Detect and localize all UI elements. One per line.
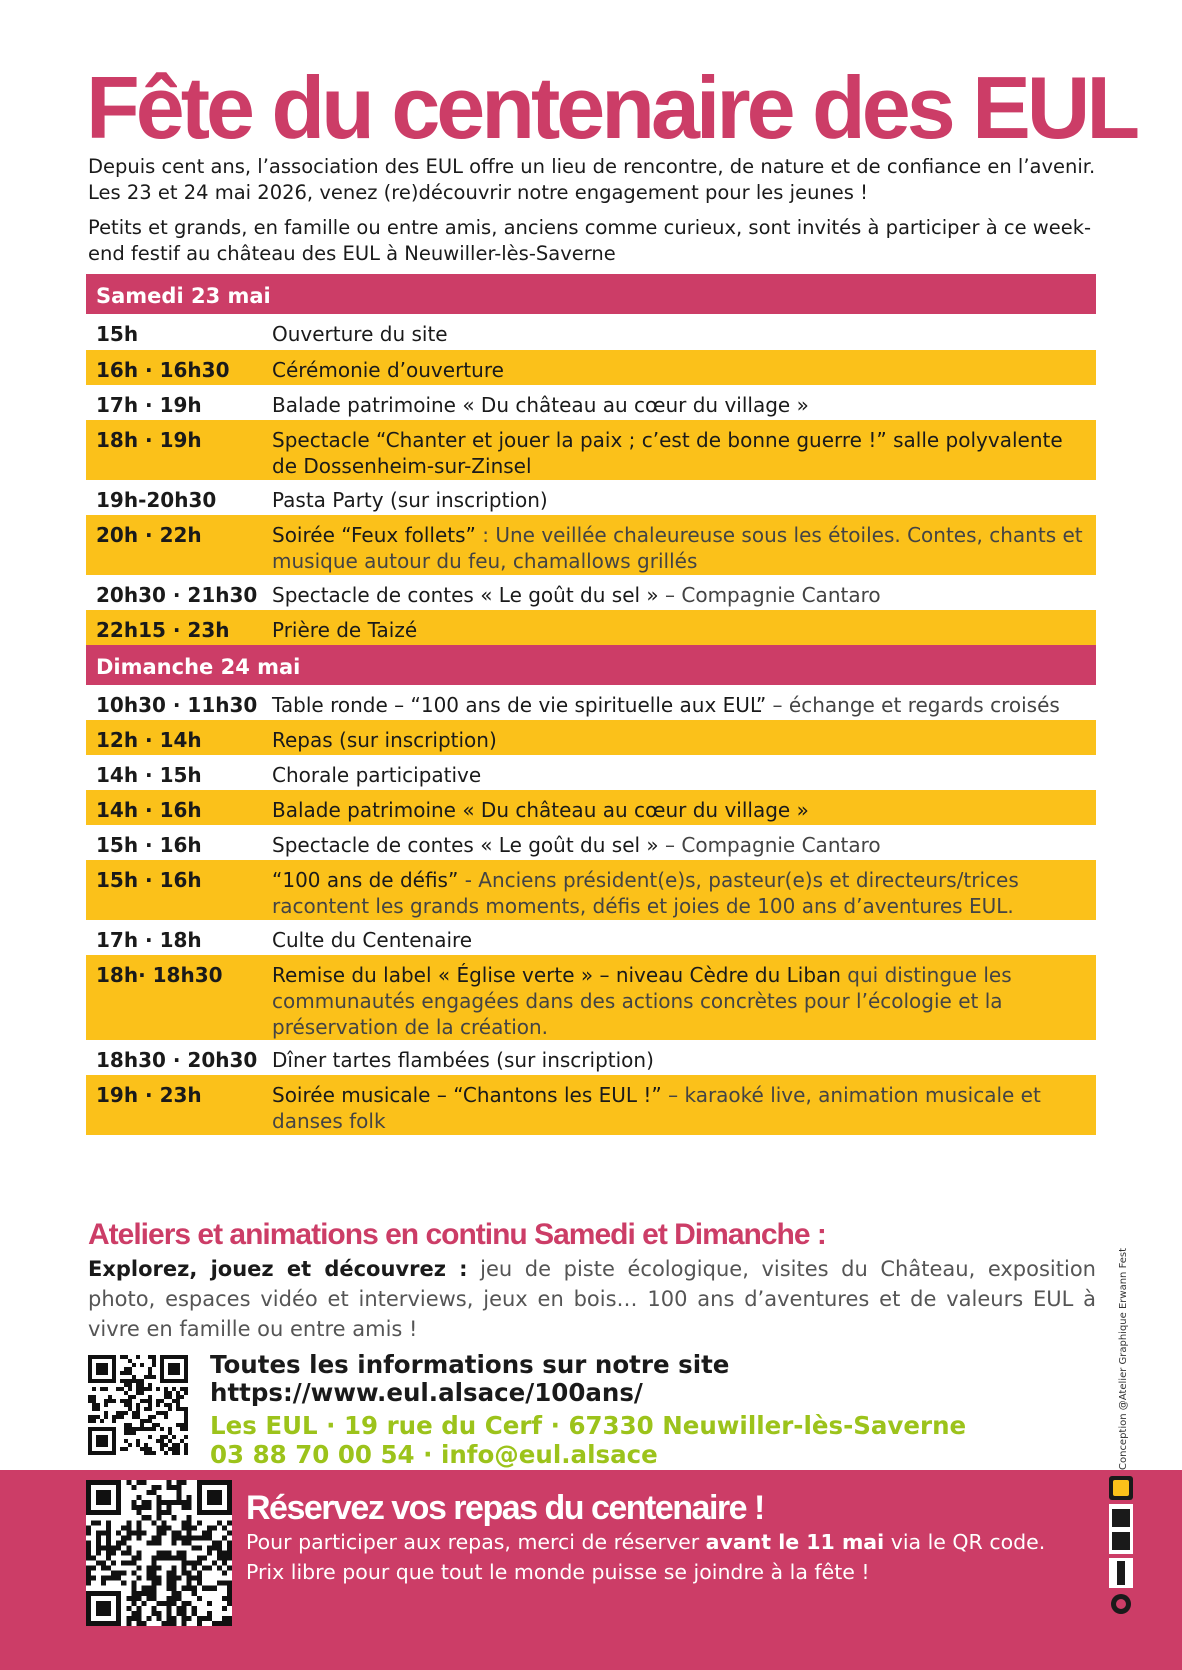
activity-title: Balade patrimoine « Du château au cœur du village » — [272, 393, 809, 417]
schedule-time: 22h15 · 23h — [96, 618, 230, 642]
activity-title: Balade patrimoine « Du château au cœur du village » — [272, 798, 809, 822]
schedule-activity — [272, 762, 1096, 790]
schedule-time: 12h · 14h — [96, 728, 202, 752]
activity-detail: - Anciens président(e)s, pasteur(e)s et directeurs/trices racontent les grands moments, défis et joies de 100 ans d’aventures EUL. — [272, 868, 1019, 918]
activity-title: Repas (sur inscription) — [272, 728, 497, 752]
reservation-qr-code[interactable] — [86, 1480, 232, 1626]
schedule-row — [86, 610, 1096, 645]
schedule-activity — [272, 797, 1096, 825]
activity-title: Soirée musicale – “Chantons les EUL !” — [272, 1083, 662, 1107]
day-header: Dimanche 24 mai — [86, 645, 1096, 685]
schedule-row — [86, 955, 1096, 1040]
design-credit: Conception @Atelier Graphique Erwann Fest — [1118, 1247, 1129, 1470]
schedule-row — [86, 420, 1096, 480]
activity-title: Table ronde – “100 ans de vie spirituelle aux EUL” — [272, 693, 767, 717]
schedule-activity — [272, 582, 1096, 610]
schedule-row — [86, 825, 1096, 860]
schedule-time: 14h · 16h — [96, 798, 202, 822]
schedule-time: 15h · 16h — [96, 868, 202, 892]
activity-detail: : Une veillée chaleureuse sous les étoiles. Contes, chants et musique autour du feu, chamallows grillés — [272, 523, 1083, 573]
schedule-time: 14h · 15h — [96, 763, 202, 787]
activity-detail: qui distingue les communautés engagées dans des actions concrètes pour l’écologie et la préservation de la création. — [272, 963, 1012, 1039]
activity-title: Dîner tartes flambées (sur inscription) — [272, 1048, 654, 1072]
activity-detail: – karaoké live, animation musicale et danses folk — [272, 1083, 1041, 1133]
schedule-activity — [272, 1047, 1096, 1075]
schedule-activity — [272, 617, 1096, 645]
activity-detail: – Compagnie Cantaro — [658, 833, 881, 857]
schedule-row — [86, 755, 1096, 790]
schedule-row — [86, 350, 1096, 385]
reservation-price-note: Prix libre pour que tout le monde puisse se joindre à la fête ! — [246, 1560, 870, 1584]
reservation-deadline: avant le 11 mai — [705, 1530, 885, 1554]
activity-title: Culte du Centenaire — [272, 928, 473, 952]
schedule-row — [86, 480, 1096, 515]
activity-title: Soirée “Feux follets” — [272, 523, 476, 547]
info-title: Toutes les informations sur notre site — [210, 1350, 730, 1379]
schedule-activity — [272, 321, 1096, 350]
schedule-time: 17h · 19h — [96, 393, 202, 417]
schedule-row — [86, 314, 1096, 350]
activity-title: Ouverture du site — [272, 322, 448, 346]
reservation-title: Réservez vos repas du centenaire ! — [246, 1489, 764, 1527]
schedule-activity — [272, 962, 1096, 1040]
schedule-row — [86, 515, 1096, 575]
schedule-activity — [272, 357, 1096, 385]
activity-title: Remise du label « Église verte » – niveau Cèdre du Liban — [272, 963, 841, 987]
schedule-activity — [272, 927, 1096, 955]
schedule-activity — [272, 522, 1096, 575]
schedule — [86, 274, 1096, 1135]
activity-detail: – Compagnie Cantaro — [658, 583, 881, 607]
day-header: Samedi 23 mai — [86, 274, 1096, 314]
schedule-row — [86, 790, 1096, 825]
contact-line: 03 88 70 00 54 · info@eul.alsace — [210, 1440, 658, 1469]
schedule-time: 17h · 18h — [96, 928, 202, 952]
schedule-time: 18h30 · 20h30 — [96, 1048, 258, 1072]
schedule-row — [86, 860, 1096, 920]
page-title: Fête du centenaire des EUL — [86, 58, 1137, 157]
schedule-row — [86, 920, 1096, 955]
schedule-time: 19h-20h30 — [96, 488, 217, 512]
schedule-time: 20h · 22h — [96, 523, 202, 547]
activity-title: Spectacle de contes « Le goût du sel » — [272, 833, 659, 857]
activity-title: Prière de Taizé — [272, 618, 418, 642]
intro-paragraph-1: Depuis cent ans, l’association des EUL offre un lieu de rencontre, de nature et de confiance en l’avenir. Les 23 et 24 mai 2026, venez (re)découvrir notre engagement pour les jeunes ! — [88, 155, 1096, 204]
ateliers-title: Ateliers et animations en continu Samedi et Dimanche : — [88, 1218, 826, 1251]
schedule-time: 16h · 16h30 — [96, 358, 230, 382]
schedule-time: 15h · 16h — [96, 833, 202, 857]
activity-detail: – échange et regards croisés — [766, 693, 1060, 717]
schedule-time: 20h30 · 21h30 — [96, 583, 258, 607]
address: Les EUL · 19 rue du Cerf · 67330 Neuwiller-lès-Saverne — [210, 1411, 967, 1440]
schedule-activity — [272, 867, 1096, 920]
schedule-time: 15h — [96, 322, 139, 346]
intro-paragraph-2: Petits et grands, en famille ou entre amis, anciens comme curieux, sont invités à participer à ce week-end festif au château des EUL à Neuwiller-lès-Saverne — [88, 216, 1092, 265]
ateliers-text — [88, 1254, 1096, 1344]
schedule-row — [86, 385, 1096, 420]
activity-title: Cérémonie d’ouverture — [272, 358, 504, 382]
activity-title: Chorale participative — [272, 763, 482, 787]
activity-title: “100 ans de défis” — [272, 868, 459, 892]
schedule-activity — [272, 1082, 1096, 1135]
schedule-activity — [272, 727, 1096, 755]
schedule-time: 19h · 23h — [96, 1083, 202, 1107]
reservation-instructions: Pour participer aux repas, merci de réserver avant le 11 mai via le QR code. — [246, 1530, 1046, 1554]
schedule-activity — [272, 427, 1096, 480]
ateliers-lead: Explorez, jouez et découvrez : — [88, 1257, 468, 1281]
activity-title: Pasta Party (sur inscription) — [272, 488, 548, 512]
activity-title: Spectacle de contes « Le goût du sel » — [272, 583, 659, 607]
schedule-row — [86, 685, 1096, 720]
website-qr-code[interactable] — [88, 1355, 188, 1455]
schedule-time: 10h30 · 11h30 — [96, 693, 258, 717]
schedule-row — [86, 720, 1096, 755]
eul-logo-icon — [1108, 1476, 1134, 1616]
schedule-activity — [272, 487, 1096, 515]
website-link[interactable]: https://www.eul.alsace/100ans/ — [210, 1378, 643, 1407]
schedule-row — [86, 1040, 1096, 1075]
schedule-activity — [272, 392, 1096, 420]
schedule-time: 18h· 18h30 — [96, 963, 223, 987]
schedule-time: 18h · 19h — [96, 428, 202, 452]
schedule-activity — [272, 692, 1096, 720]
schedule-row — [86, 1075, 1096, 1135]
activity-title: Spectacle “Chanter et jouer la paix ; c’est de bonne guerre !” salle polyvalente de Dossenheim-sur-Zinsel — [272, 428, 1063, 478]
schedule-activity — [272, 832, 1096, 860]
schedule-row — [86, 575, 1096, 610]
ateliers-description: jeu de piste écologique, visites du Château, exposition photo, espaces vidéo et interviews, jeux en bois… 100 ans d’aventures et de valeurs EUL à vivre en famille ou entre amis ! — [88, 1257, 1096, 1341]
